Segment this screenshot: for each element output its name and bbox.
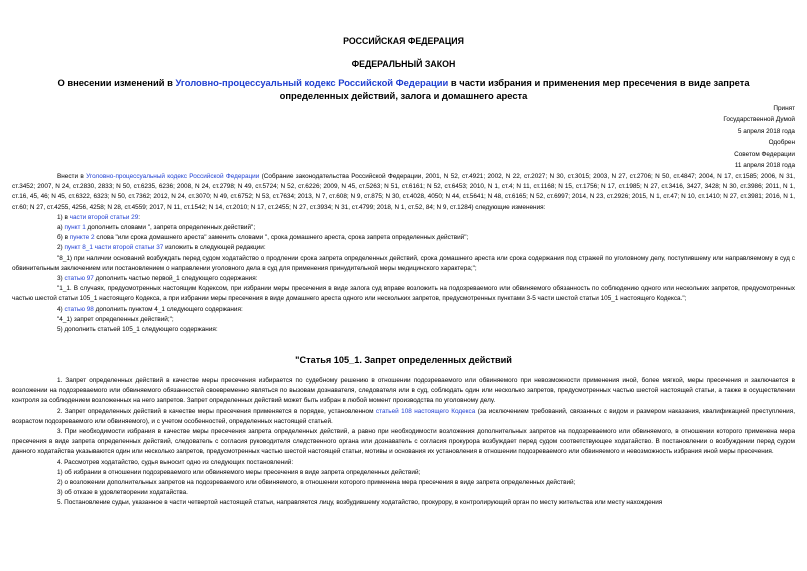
article-part-4: 4. Рассмотрев ходатайство, судья выносит одно из следующих постановлений: bbox=[57, 458, 294, 466]
point1-link[interactable]: пункт 1 bbox=[64, 224, 86, 232]
quote-1-1: "1_1. В случаях, предусмотренных настоящим Кодексом, при избрании меры пресечения в виде залога суд вправе возложить на подозреваемого или обвиняемого обязанность по соблюдению одного или нескольких запретов, предусмотренных частью шестой статьи 105_1 настоящего Кодекса, а при избрании меры пресечения в виде домашнего ареста одного или нескольких запретов, предусмотренных пунктами 3-5 части шестой статьи 105_1 настоящего Кодекса."; bbox=[12, 285, 795, 303]
approved-by: Советом Федерации bbox=[734, 150, 795, 158]
code-link-intro[interactable]: Уголовно-процессуальный кодекс Российской Федерации bbox=[86, 173, 260, 180]
article-heading: "Статья 105_1. Запрет определенных действий bbox=[295, 355, 512, 365]
article-part-4-1: 1) об избрании в отношении подозреваемого или обвиняемого меры пресечения в виде запрета определенных действий; bbox=[57, 468, 421, 476]
art97-link[interactable]: статью 97 bbox=[64, 275, 94, 283]
adopted-date: 5 апреля 2018 года bbox=[737, 127, 795, 135]
article-part-1: 1. Запрет определенных действий в качестве меры пресечения избирается по судебному решению в отношении подозреваемого или обвиняемого при невозможности применения иной, более мягкой, меры пресечения и заключается в возложении на подозреваемого или обвиняемого обязанностей своевременно являться по вызовам дознавателя, следователя или в суд, соблюдать один или несколько запретов, предусмотренных частью шестой настоящей статьи, а также в осуществлении контроля за соблюдением возложенных на него запретов. Запрет определенных действий может быть избран в любой момент производства по уголовному делу. bbox=[12, 377, 795, 405]
item-1b: б) в пункте 2 слова "или срока домашнего ареста" заменить словами ", срока домашнего ареста, срока запрета определенных действий"; bbox=[57, 234, 469, 242]
code-link-title[interactable]: Уголовно-процессуальный кодекс Российской Федерации bbox=[175, 77, 449, 88]
preamble bbox=[12, 172, 795, 335]
item-5: 5) дополнить статьей 105_1 следующего содержания: bbox=[57, 326, 218, 334]
article-part-3: 3. При необходимости избрания в качестве меры пресечения запрета определенных действий, а равно при необходимости возложения дополнительных запретов на подозреваемого или обвиняемого, в отношении которого применена мера пресечения в виде запрета определенных действий, следователь с согласия руководителя следственного органа или дознаватель с согласия прокурора возбуждает перед судом соответствующее ходатайство. В постановлении о возбуждении перед судом данного ходатайства указываются один или несколько запретов, предусмотренных частью шестой настоящей статьи, мотивы и основания их установления в отношении подозреваемого или обвиняемого и невозможность избрания иной меры пресечения. bbox=[12, 428, 795, 456]
country-heading: РОССИЙСКАЯ ФЕДЕРАЦИЯ bbox=[343, 36, 464, 46]
approved-label: Одобрен bbox=[768, 139, 795, 147]
article-part-4-2: 2) о возложении дополнительных запретов на подозреваемого или обвиняемого, в отношении которого применена мера пресечения в виде запрета определенных действий; bbox=[57, 479, 576, 487]
adoption-block bbox=[575, 103, 795, 171]
art108-link[interactable]: статьей 108 настоящего Кодекса bbox=[375, 407, 476, 415]
art98-link[interactable]: статью 98 bbox=[64, 305, 94, 313]
adopted-label: Принят bbox=[773, 105, 795, 112]
approved-date: 11 апреля 2018 года bbox=[734, 162, 795, 170]
item-4: 4) статью 98 дополнить пунктом 4_1 следующего содержания: bbox=[57, 305, 243, 313]
item-3: 3) статью 97 дополнить частью первой_1 следующего содержания: bbox=[57, 275, 258, 283]
art37-link[interactable]: пункт 8_1 части второй статьи 37 bbox=[64, 244, 164, 252]
item-1a: а) пункт 1 дополнить словами ", запрета определенных действий"; bbox=[57, 224, 256, 232]
item-2: 2) пункт 8_1 части второй статьи 37 изложить в следующей редакции: bbox=[57, 244, 266, 252]
quote-8-1: "8_1) при наличии оснований возбуждать перед судом ходатайство о продлении срока запрета определенных действий, срока домашнего ареста или срока содержания под стражей по уголовному делу, поступившему или направляемому в суд с обвинительным заключением или постановлением о направлении уголовного дела в суд для применения принудительной меры медицинского характера;"; bbox=[12, 254, 795, 272]
article-body bbox=[12, 376, 795, 509]
article-part-4-3: 3) об отказе в удовлетворении ходатайства. bbox=[57, 489, 188, 497]
intro-paragraph: Внести в Уголовно-процессуальный кодекс Российской Федерации (Собрание законодательства Российской Федерации, 2001, N 52, ст.4921; 2002, N 22, ст.2027; N 30, ст.3015; 2003, N 27, ст.2706; N 50, ст.4847; 2004, N 17, ст.1585; 2006, N 31, ст.3452; 2007, N 24, ст.2830, 2833; N 50, ст.6235, 6236; 2008, N 24, ст.2798; N 49, ст.5724; N 52, ст.6226; 2009, N 45, ст.5263; N 51, ст.6161; N 52, ст.6453; 2010, N 1, ст.4; N 11, ст.1168; N 15, ст.1756; N 17, ст.1985; N 27, ст.3416, 3427, 3428; N 30, ст.3986; 2011, N 1, ст.16, 45, 46; N 45, ст.6322, 6323; N 50, ст.7362; 2012, N 24, ст.3070; N 49, ст.6752; N 53, ст.7634; 2013, N 7, ст.608; N 9, ст.875; N 30, ст.4028, 4050; N 44, ст.5641; N 48, ст.6165; N 52, ст.6997; 2014, N 23, ст.2926; 2015, N 1, ст.47; N 10, ст.1410; N 27, ст.3981; 2016, N 1, ст.60; N 27, ст.4255, 4256, 4258; N 28, ст.4559; 2017, N 11, ст.1542; N 14, ст.2010; N 17, ст.2455; N 27, ст.3934; N 31, ст.4799; 2018, N 1, ст.52, 84; N 9, ст.1284) следующие изменения: bbox=[12, 173, 795, 211]
doc-type-heading: ФЕДЕРАЛЬНЫЙ ЗАКОН bbox=[351, 59, 456, 69]
item-1: 1) в части второй статьи 29: bbox=[57, 213, 141, 221]
adopted-by: Государственной Думой bbox=[723, 116, 795, 124]
art29-link[interactable]: части второй статьи 29 bbox=[69, 213, 139, 221]
law-title: О внесении изменений в Уголовно-процессуальный кодекс Российской Федерации в части избрания и применения мер пресечения в виде запрета определенных действий, залога и домашнего ареста bbox=[57, 77, 750, 101]
point2-link[interactable]: пункте 2 bbox=[69, 234, 95, 242]
article-part-5: 5. Постановление судьи, указанное в части четвертой настоящей статьи, направляется лицу, возбудившему ходатайство, прокурору, в контролирующий орган по месту жительства или месту нахождения bbox=[57, 499, 663, 507]
article-part-2: 2. Запрет определенных действий в качестве меры пресечения применяется в порядке, установленном статьей 108 настоящего Кодекса (за исключением требований, связанных с видом и размером наказания, квалификацией преступления, возрастом подозреваемого или обвиняемого), и с учетом особенностей, определенных настоящей статьей. bbox=[12, 407, 795, 425]
quote-4-1: "4_1) запрет определенных действий;"; bbox=[57, 315, 174, 323]
